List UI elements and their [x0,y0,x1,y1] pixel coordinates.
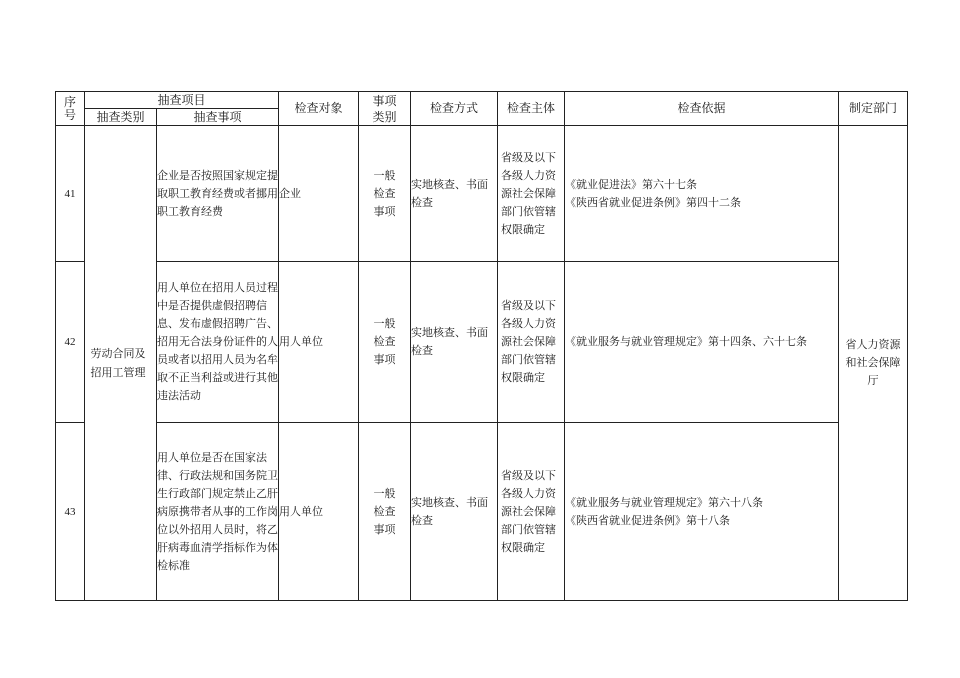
row-subject: 省级及以下各级人力资源社会保障部门依管辖权限确定 [498,126,565,262]
row-object: 用人单位 [279,262,359,423]
row-subject: 省级及以下各级人力资源社会保障部门依管辖权限确定 [498,262,565,423]
basis-line: 《就业促进法》第六十七条 [565,177,698,191]
row-object: 企业 [279,126,359,262]
category-cell: 劳动合同及招用工管理 [85,126,157,601]
header-basis: 检查依据 [565,92,839,126]
row-type: 一般检查事项 [359,262,411,423]
row-matter: 企业是否按照国家规定提取职工教育经费或者挪用职工教育经费 [157,126,279,262]
row-method: 实地核查、书面检查 [411,423,498,601]
basis-line: 《陕西省就业促进条例》第十八条 [565,513,731,527]
row-method: 实地核查、书面检查 [411,262,498,423]
header-category: 抽查类别 [85,109,157,126]
header-method: 检查方式 [411,92,498,126]
header-matter: 抽查事项 [157,109,279,126]
row-subject: 省级及以下各级人力资源社会保障部门依管辖权限确定 [498,423,565,601]
row-basis [565,423,839,601]
row-type: 一般检查事项 [359,423,411,601]
row-seq: 43 [56,423,85,601]
table-row [56,262,908,423]
dept-cell: 省人力资源和社会保障厅 [839,126,908,601]
basis-line: 《就业服务与就业管理规定》第六十八条 [565,495,764,509]
row-basis [565,126,839,262]
header-seq: 序号 [56,92,85,126]
inspection-table [55,91,908,601]
header-subject: 检查主体 [498,92,565,126]
row-method: 实地核查、书面检查 [411,126,498,262]
row-type: 一般检查事项 [359,126,411,262]
header-type: 事项类别 [359,92,411,126]
table-row [56,423,908,601]
table-row [56,126,908,262]
row-seq: 41 [56,126,85,262]
header-dept: 制定部门 [839,92,908,126]
header-items-group: 抽查项目 [85,92,279,109]
row-basis [565,262,839,423]
row-matter: 用人单位是否在国家法律、行政法规和国务院卫生行政部门规定禁止乙肝病原携带者从事的工作岗位以外招用人员时，将乙肝病毒血清学指标作为体检标准 [157,423,279,601]
basis-line: 《就业服务与就业管理规定》第十四条、六十七条 [565,335,808,348]
row-seq: 42 [56,262,85,423]
basis-line: 《陕西省就业促进条例》第四十二条 [565,195,742,209]
header-object: 检查对象 [279,92,359,126]
row-matter: 用人单位在招用人员过程中是否提供虚假招聘信息、发布虚假招聘广告、招用无合法身份证件的人员或者以招用人员为名牟取不正当利益或进行其他违法活动 [157,262,279,423]
row-object: 用人单位 [279,423,359,601]
